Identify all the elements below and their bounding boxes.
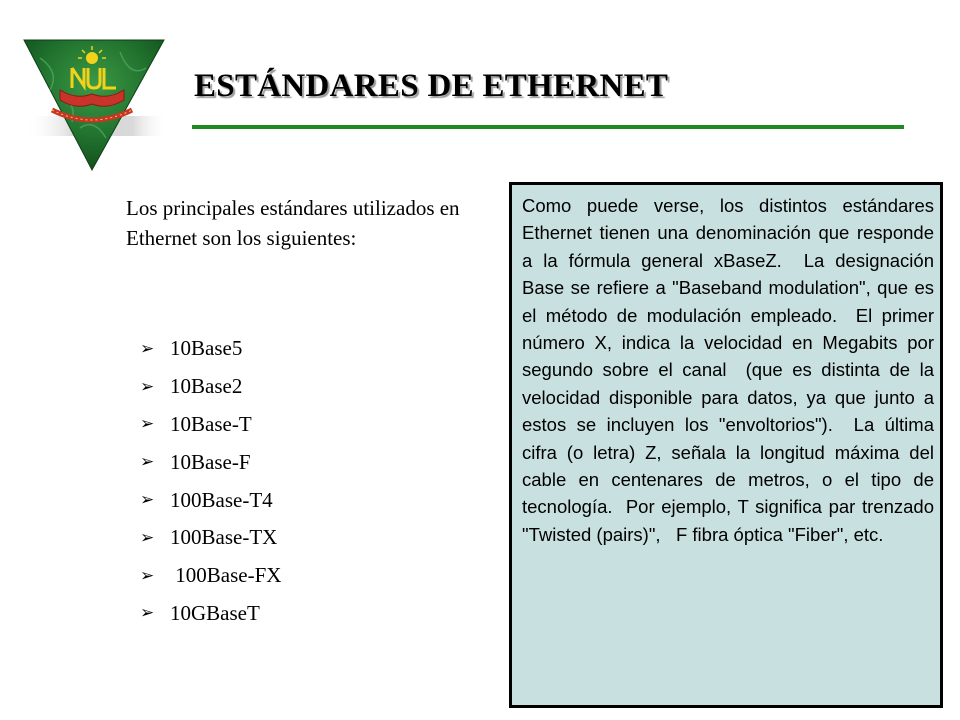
list-item bbox=[140, 368, 281, 406]
arrowhead-bullet-icon: ➢ bbox=[140, 338, 155, 359]
standard-label: 10Base2 bbox=[170, 374, 243, 399]
arrowhead-bullet-icon: ➢ bbox=[140, 565, 155, 586]
sun-icon bbox=[86, 52, 98, 64]
list-item bbox=[140, 481, 281, 519]
title-underline bbox=[192, 125, 904, 129]
explanation-text: Como puede verse, los distintos estándares Ethernet tienen una denominación que responde a la fórmula general xBaseZ. La designación Base se refiere a "Baseband modulation", que es el método de modulación empleado. El primer número X, indica la velocidad en Megabits por segundo sobre el canal (que es distinta de la velocidad disponible para datos, ya que junto a estos se incluyen los "envoltorios"). La última cifra (o letra) Z, señala la longitud máxima del cable en centenares de metros, o el tipo de tecnología. Por ejemplo, T significa par trenzado "Twisted (pairs)", F fibra óptica "Fiber", etc. bbox=[522, 195, 940, 545]
list-item bbox=[140, 443, 281, 481]
arrowhead-bullet-icon: ➢ bbox=[140, 490, 155, 511]
list-item bbox=[140, 557, 281, 595]
arrowhead-bullet-icon: ➢ bbox=[140, 527, 155, 548]
arrowhead-bullet-icon: ➢ bbox=[140, 452, 155, 473]
explanation-box bbox=[509, 182, 943, 708]
intro-text: Los principales estándares utilizados en Ethernet son los siguientes: bbox=[126, 196, 460, 250]
standard-label: 100Base-T4 bbox=[170, 487, 273, 512]
standard-label: 100Base-TX bbox=[170, 525, 278, 550]
list-item bbox=[140, 406, 281, 444]
standard-label: 10Base-F bbox=[170, 449, 251, 474]
arrowhead-bullet-icon: ➢ bbox=[140, 603, 155, 624]
university-logo bbox=[20, 38, 168, 174]
crest-icon bbox=[20, 38, 168, 174]
standard-label: 10Base-T bbox=[170, 411, 252, 436]
standards-list bbox=[140, 330, 281, 632]
standard-label: 10GBaseT bbox=[170, 600, 260, 625]
list-item bbox=[140, 595, 281, 633]
list-item bbox=[140, 330, 281, 368]
arrowhead-bullet-icon: ➢ bbox=[140, 376, 155, 397]
list-item bbox=[140, 519, 281, 557]
standard-label: 10Base5 bbox=[170, 336, 243, 361]
arrowhead-bullet-icon: ➢ bbox=[140, 414, 155, 435]
page-title: ESTÁNDARES DE ETHERNET bbox=[194, 68, 669, 104]
standard-label: 100Base-FX bbox=[170, 563, 282, 588]
